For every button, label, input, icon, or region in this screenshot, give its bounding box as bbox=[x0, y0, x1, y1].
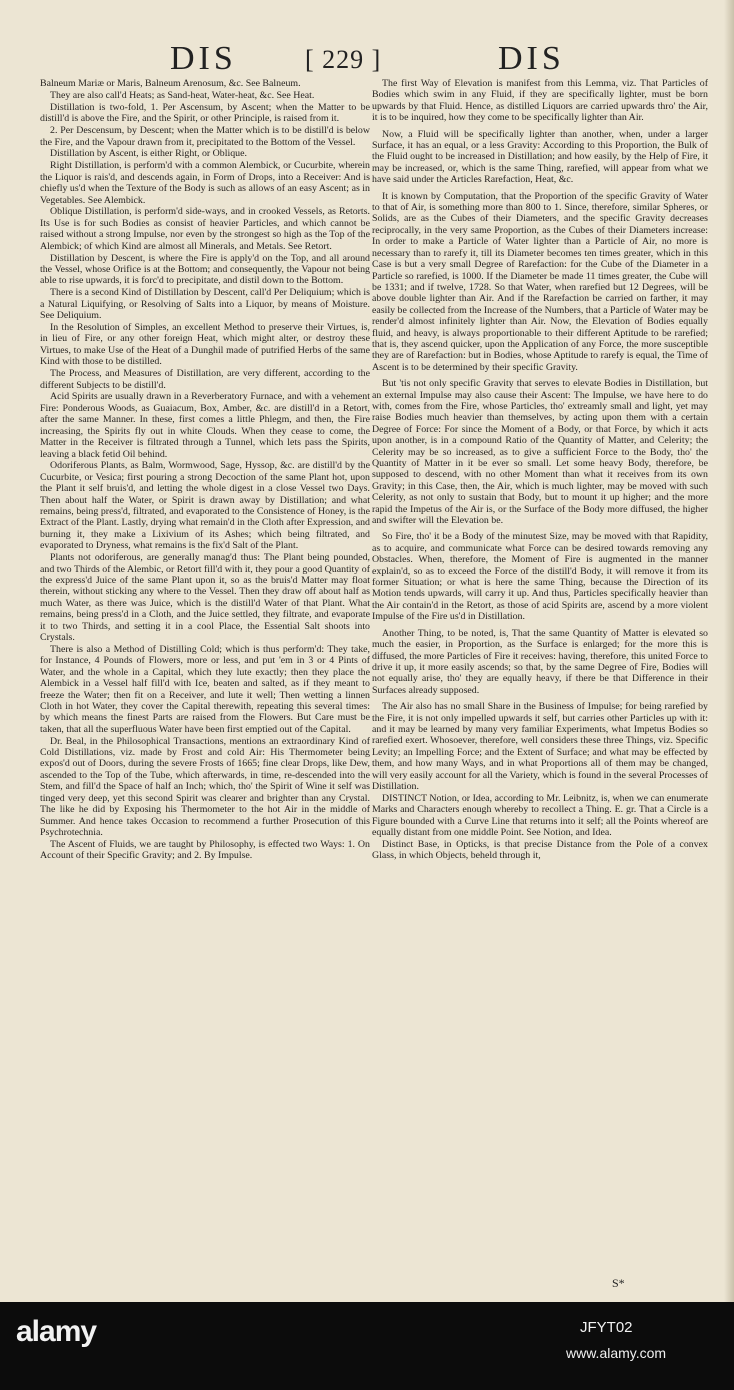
paragraph: There is also a Method of Distilling Cold; which is thus perform'd: They take, for Instance, 4 Pounds of Flowers, more or less, and put 'em in 3 or 4 Pints of Water, and the whole in a Capital, which they lute exactly; then they place the Alembick in a Vessel half fill'd with Ice, beaten and salted, as if they meant to freeze the Water; then fit on a Receiver, and lute it well; Then wetting a linnen Cloth in hot Water, they cover the Capital therewith, repeating this several times: by which means the finest Parts are raised from the Flowers. But Care must be taken, that all the superfluous Water have been first emptied out of the Capital. bbox=[40, 643, 370, 735]
paragraph: In the Resolution of Simples, an excellent Method to preserve their Virtues, is, in lieu of Fire, or any other foreign Heat, which might alter, or destroy these Virtues, to make Use of the Heat of a Dunghil made of putrified Herbs of the same Kind with those to be distilled. bbox=[40, 322, 370, 368]
paragraph: The Air also has no small Share in the Business of Impulse; for being rarefied by the Fire, it is not only impelled upwards it self, but carries other Particles up with it: and it may be learned by many very familiar Experiments, what Impetus Bodies so rarefied exert. Whosoever, therefore, well considers these three Things, viz. Specific Levity; an Impelling Force; and the Extent of Surface; and what may be effected by them, and how many Ways, and in what Proportions all of them may be changed, will very easily account for all the Variety, which is found in the several Processes of Distillation. bbox=[372, 701, 708, 792]
paragraph: They are also call'd Heats; as Sand-heat, Water-heat, &c. See Heat. bbox=[50, 89, 315, 101]
paragraph: There is a second Kind of Distillation by Descent, call'd Per Deliquium; which is a Natural Liquifying, or Resolving of Salts into a Liquor, by means of Moisture. See Deliquium. bbox=[40, 287, 370, 322]
signature-mark: S* bbox=[612, 1276, 625, 1290]
paragraph: The Ascent of Fluids, we are taught by Philosophy, is effected two Ways: 1. On Account of their Specific Gravity; and 2. By Impulse. bbox=[40, 838, 370, 862]
image-id: JFYT02 bbox=[580, 1319, 633, 1336]
paragraph: Distillation is two-fold, 1. Per Ascensum, by Ascent; when the Matter to be distill'd is above the Fire, and the Spirit, or other Principle, is raised from it. bbox=[40, 101, 370, 125]
paragraph: But 'tis not only specific Gravity that serves to elevate Bodies in Distillation, but an external Impulse may also cause their Ascent: The Impulse, we have here to do with, comes from the Fire, whose Particles, tho' extreamly small and light, yet may raise Bodies much heavier than themselves, by acting upon them with a certain Degree of Force: For since the Moment of a Body, or that Force, by which it acts upon another, is in a compound Ratio of the Quantity of Matter, and Celerity; the Celerity may be so increased, as to give a sufficient Force to the Body, tho' the Quantity of Matter in it be ever so small. Let some heavy Body, therefore, be supposed to descend, with no other Moment than what it receives from its own Gravity; in this Case, then, the Air, which is much lighter, may be moved with such Celerity, as not only to sustain that Body, but to mount it up higher; and the more rapid the Impetus of the Air is, or the Surface of the Body more diffused, the higher and swifter will the Elevation be. bbox=[372, 378, 708, 527]
header-left-word: DIS bbox=[170, 40, 237, 77]
paragraph: Oblique Distillation, is perform'd side-ways, and in crooked Vessels, as Retorts. Its Use is for such Bodies as consist of heavier Particles, and which cannot be raised without a strong Impulse, nor even by the strongest so high as the Top of the Alembick; of which Kind are almost all Minerals, and Metals. See Retort. bbox=[40, 206, 370, 252]
paragraph: It is known by Computation, that the Proportion of the specific Gravity of Water to that of Air, is something more than 800 to 1. Since, therefore, similar Spheres, or Solids, are as the Cubes of their Diameters, and the specific Gravity decreases reciprocally, in the very same Proportion, as the Cubes of their Diameters increase: In order to make a Particle of Water lighter than a Particle of Air, no more is necessary than to rarefy it, till its Diameter becomes ten times greater, which in this Case is but a very small Degree of Rarefaction: for the Cube of the Diameter in a Particle so rarefied, is 1000. If the Diameter be made 11 times greater, the Cube will be 1331; and if twelve, 1728. So that Water, when rarefied but 12 Degrees, will be above double lighter than Air. And if the Rarefaction be carried on farther, it may easily be collected from the Increase of the Numbers, that a Particle of Water may be render'd almost infinitely lighter than Air. Now, the Elevation of Bodies equally fluid, and heavy, is always proportionable to their different Aptitude to be rarefied; that is, they ascend quicker, upon the Application of any Force, the more susceptible they are of Rarefaction: but in Bodies, whose Aptitude to rarefy is equal, the Time of Ascent is to be determined by their specific Gravity. bbox=[372, 190, 708, 373]
paragraph: Balneum Mariæ or Maris, Balneum Arenosum, &c. See Balneum. bbox=[40, 78, 301, 89]
page-edge-shadow bbox=[724, 0, 734, 1302]
dictionary-entry: Distinct Base, in Opticks, is that precise Distance from the Pole of a convex Glass, in which Objects, beheld through it, bbox=[372, 839, 708, 862]
dictionary-entry: DISTINCT Notion, or Idea, according to Mr. Leibnitz, is, when we can enumerate Marks and Characters enough whereby to recollect a Thing. E. gr. That a Circle is a Figure bounded with a Curve Line that returns into it self; all the Points whereof are equally distant from one middle Point. See Notion, and Idea. bbox=[372, 792, 708, 839]
paragraph: Distillation by Ascent, is either Right, or Oblique. bbox=[50, 148, 247, 160]
alamy-logo: alamy bbox=[16, 1315, 97, 1348]
paragraph: So Fire, tho' it be a Body of the minutest Size, may be moved with that Rapidity, as to acquire, and communicate what Force can be desired towards removing any Obstacles. When, therefore, the Moment of Fire is augmented in the manner explain'd, so as to exceed the Force of the distill'd Body, it will remove it from its former Situation; or what is here the same Thing, because the Direction of its Motion tends upwards, will carry it up. And thus, Particles specifically heavier than the Air contain'd in the Retort, as those of acid Spirits are, ascend by a more violent Impulse of the Fire us'd in Distillation. bbox=[372, 531, 708, 623]
paragraph: The first Way of Elevation is manifest from this Lemma, viz. That Particles of Bodies which swim in any Fluid, if they are specifically lighter, must be born upwards by that Fluid. Hence, as distilled Liquors are carried upwards thro' the Air, it is to be inquired, how they come to be specifically lighter than Air. bbox=[372, 78, 708, 124]
paragraph: 2. Per Descensum, by Descent; when the Matter which is to be distill'd is below the Fire, and the Vapour drawn from it, precipitated to the Bottom of the Vessel. bbox=[40, 125, 370, 148]
running-header bbox=[0, 40, 734, 76]
header-right-word: DIS bbox=[498, 40, 565, 77]
paragraph: Now, a Fluid will be specifically lighter than another, when, under a larger Surface, it has an equal, or a less Gravity: According to this Proportion, the Bulk of the Fluid ought to be increased in Distillation; and how easily, by the Help of Fire, it may be increased, or, which is the same Thing, rarefied, will appear from what we have said under the Articles Rarefaction, Heat, &c. bbox=[372, 128, 708, 186]
paragraph: Odoriferous Plants, as Balm, Wormwood, Sage, Hyssop, &c. are distill'd by the Cucurbite, or Vesica; first pouring a strong Decoction of the same Plant hot, upon the Plant it self bruis'd, and letting the whole digest in a close Vessel two Days. Then about half the Water, or Spirit is drawn away by Distillation; and what remains, being press'd, filtrated, and evaporated to the Consistence of Honey, is the Extract of the Plant. Lastly, drying what remain'd in the Cloth after Expression, and burning it, they make a Lixivium of its Ashes; which being filtrated, and evaporated to Dryness, what remains is the fix'd Salt of the Plant. bbox=[40, 460, 370, 552]
watermark-url: www.alamy.com bbox=[566, 1345, 667, 1361]
paragraph: Plants not odoriferous, are generally manag'd thus: The Plant being pounded, and two Thirds of the Alembic, or Retort fill'd with it, they pour a good Quantity of the express'd Juice of the same Plant upon it, so as the bruis'd Matter may float therein, without sticking any where to the Vessel. Then they draw off about half as much Water, as there was Juice, which is the distill'd Water of that Plant. What remains, being press'd in a Cloth, and the Juice settled, they filtrate, and evaporate it to two Thirds, and setting it in a cool Place, the Essential Salt shoots into Crystals. bbox=[40, 552, 370, 643]
paragraph: Dr. Beal, in the Philosophical Transactions, mentions an extraordinary Kind of Cold Distillations, viz. made by Frost and cold Air: His Thermometer being expos'd out of Doors, during the severe Frosts of 1665; fine clear Drops, like Dew, ascended to the Top of the Tube, which afterwards, in time, re-descended into the Stem, and fill'd the Space of half an Inch; which, tho' the Spirit of Wine it self was tinged very deep, yet this second Spirit was clearer and brighter than any Crystal. The like he did by Exposing his Thermometer to the hot Air in the middle of Summer. And hence takes Occasion to recommend a further Prosecution of this Psychrotechnia. bbox=[40, 735, 370, 838]
left-column bbox=[40, 78, 370, 1263]
page-number: [ 229 ] bbox=[305, 45, 382, 74]
right-column bbox=[372, 78, 708, 1278]
paragraph: Acid Spirits are usually drawn in a Reverberatory Furnace, and with a vehement Fire: Ponderous Woods, as Guaiacum, Box, Amber, &c. are distill'd in a Retort, after the same Manner. In these, first comes a little Phlegm, and then, the Fire increasing, the Spirits fly out in white Clouds. When they cease to come, the Matter in the Receiver is filtrated through a Tunnel, which lets pass the Spirits, leaving a black fetid Oil behind. bbox=[40, 391, 370, 460]
paragraph: Right Distillation, is perform'd with a common Alembick, or Cucurbite, wherein the Liquor is rais'd, and descends again, in Form of Drops, into a Receiver: And is chiefly us'd when the Texture of the Body is such as allows of an easy Ascent; as in Vegetables. See Alembick. bbox=[40, 160, 370, 206]
paragraph: Another Thing, to be noted, is, That the same Quantity of Matter is elevated so much the easier, in Proportion, as the Surface is enlarged; for the more this is diffused, the more Particles of Fire it receives: having, therefore, this united Force to drive it up, it more easily ascends; so that, by the same Degree of Fire, Bodies will not equally arise, tho' they are equally heavy, if there be that Difference in their Surfaces already supposed. bbox=[372, 627, 708, 696]
paragraph: The Process, and Measures of Distillation, are very different, according to the different Subjects to be distill'd. bbox=[40, 368, 370, 391]
paragraph: Distillation by Descent, is where the Fire is apply'd on the Top, and all around the Vessel, whose Orifice is at the Bottom; and consequently, the Vapour not being able to rise upwards, it is forc'd to precipitate, and distil down to the Bottom. bbox=[40, 252, 370, 287]
